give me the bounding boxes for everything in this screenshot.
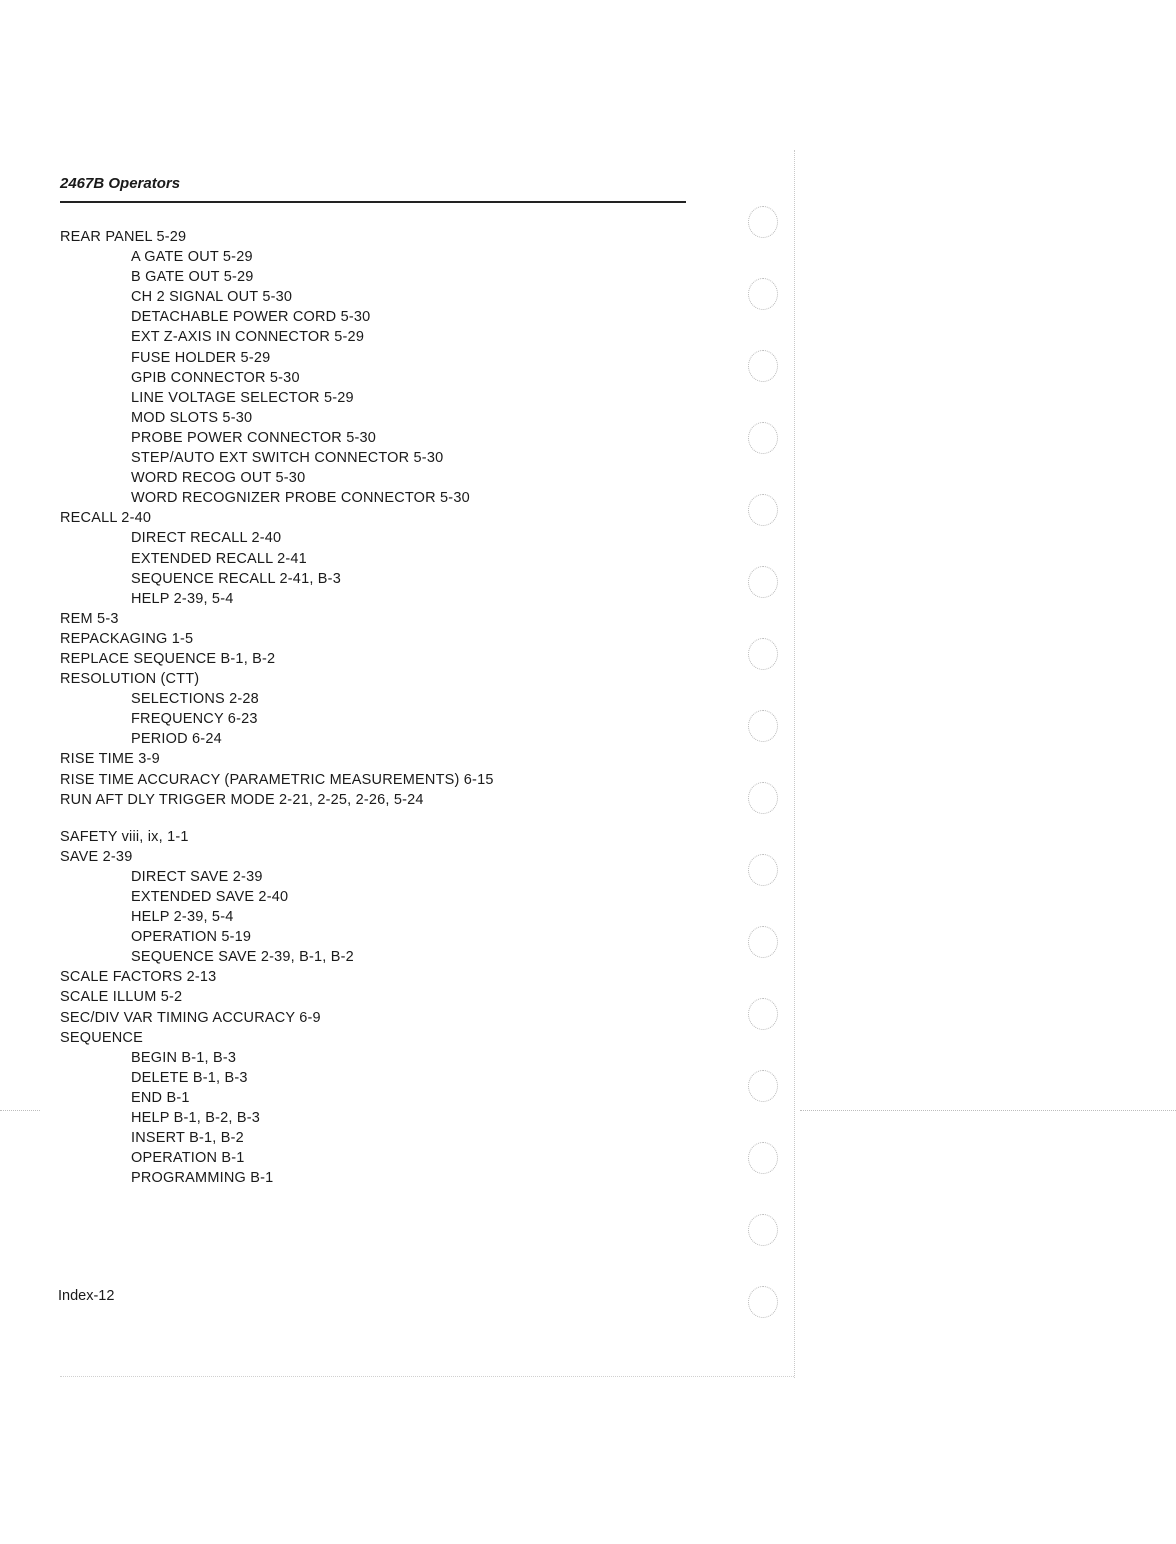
binder-hole [748,206,778,238]
page-number: Index-12 [58,1288,115,1304]
index-entry: RUN AFT DLY TRIGGER MODE 2-21, 2-25, 2-26, 5-24 [60,791,424,808]
binder-hole [748,1214,778,1246]
group-gap [60,810,700,827]
binder-hole [748,1142,778,1174]
index-subentry: END B-1 [131,1089,190,1106]
binder-hole [748,926,778,958]
index-subentry: SEQUENCE SAVE 2-39, B-1, B-2 [131,949,354,966]
index-subentry: A GATE OUT 5-29 [131,249,253,266]
binder-hole [748,782,778,814]
index-subentry: DETACHABLE POWER CORD 5-30 [131,309,371,326]
index-entry: SAFETY viii, ix, 1-1 [60,828,189,845]
binder-hole [748,854,778,886]
binder-hole [748,422,778,454]
index-subentry: SELECTIONS 2-28 [131,691,259,708]
page-edge-right [794,150,795,1378]
binder-hole [748,566,778,598]
index-entry: REM 5-3 [60,610,119,627]
index-subentry: EXTENDED SAVE 2-40 [131,889,289,905]
header-rule [60,201,686,203]
index-subentry: INSERT B-1, B-2 [131,1130,244,1147]
index-subentry: FUSE HOLDER 5-29 [131,349,271,366]
index-subentry: STEP/AUTO EXT SWITCH CONNECTOR 5-30 [131,450,444,467]
index-entry: REPACKAGING 1-5 [60,630,194,647]
index-subentry: WORD RECOGNIZER PROBE CONNECTOR 5-30 [131,490,470,507]
index-subentry: HELP B-1, B-2, B-3 [131,1110,261,1127]
running-header-title: 2467B Operators [60,175,181,192]
index-subentry: GPIB CONNECTOR 5-30 [131,369,300,386]
index-subentry: BEGIN B-1, B-3 [131,1049,237,1066]
index-subentry: SEQUENCE RECALL 2-41, B-3 [131,570,341,587]
index-list [60,227,700,1188]
index-entry: SAVE 2-39 [60,848,133,865]
binder-hole [748,1070,778,1102]
index-subentry: DELETE B-1, B-3 [131,1069,248,1086]
index-entry: RESOLUTION (CTT) [60,671,200,688]
index-subentry: PROBE POWER CONNECTOR 5-30 [131,429,377,446]
index-subentry: B GATE OUT 5-29 [131,269,254,286]
scan-artifact-line [800,1110,1176,1111]
index-subentry: HELP 2-39, 5-4 [131,909,234,926]
index-entry: RECALL 2-40 [60,510,152,527]
index-subentry: FREQUENCY 6-23 [131,711,258,728]
binder-hole [748,278,778,310]
binder-hole [748,638,778,670]
index-entry: SEC/DIV VAR TIMING ACCURACY 6-9 [60,1009,321,1026]
page-edge-bottom [60,1376,794,1377]
index-subentry: EXTENDED RECALL 2-41 [131,550,307,567]
binder-hole [748,1286,778,1318]
binder-hole [748,710,778,742]
index-subentry: EXT Z-AXIS IN CONNECTOR 5-29 [131,329,365,346]
index-subentry: MOD SLOTS 5-30 [131,409,253,426]
binder-hole [748,998,778,1030]
index-entry: RISE TIME 3-9 [60,751,160,768]
index-entry: RISE TIME ACCURACY (PARAMETRIC MEASUREMENTS) 6-15 [60,771,494,788]
index-entry: REPLACE SEQUENCE B-1, B-2 [60,650,276,667]
index-subentry: OPERATION 5-19 [131,929,252,946]
binder-hole [748,494,778,526]
index-subentry: PROGRAMMING B-1 [131,1170,274,1187]
index-subentry: CH 2 SIGNAL OUT 5-30 [131,289,293,306]
index-entry: SCALE ILLUM 5-2 [60,989,183,1006]
index-subentry: PERIOD 6-24 [131,731,222,748]
index-subentry: HELP 2-39, 5-4 [131,590,234,607]
index-entry: SEQUENCE [60,1029,143,1046]
index-entry: REAR PANEL 5-29 [60,229,187,245]
index-subentry: LINE VOLTAGE SELECTOR 5-29 [131,389,354,406]
binder-hole [748,350,778,382]
index-subentry: DIRECT SAVE 2-39 [131,868,263,885]
index-subentry: WORD RECOG OUT 5-30 [131,470,306,487]
index-subentry: OPERATION B-1 [131,1150,245,1167]
index-subentry: DIRECT RECALL 2-40 [131,530,282,547]
index-entry: SCALE FACTORS 2-13 [60,969,217,986]
scan-artifact-line [0,1110,40,1111]
